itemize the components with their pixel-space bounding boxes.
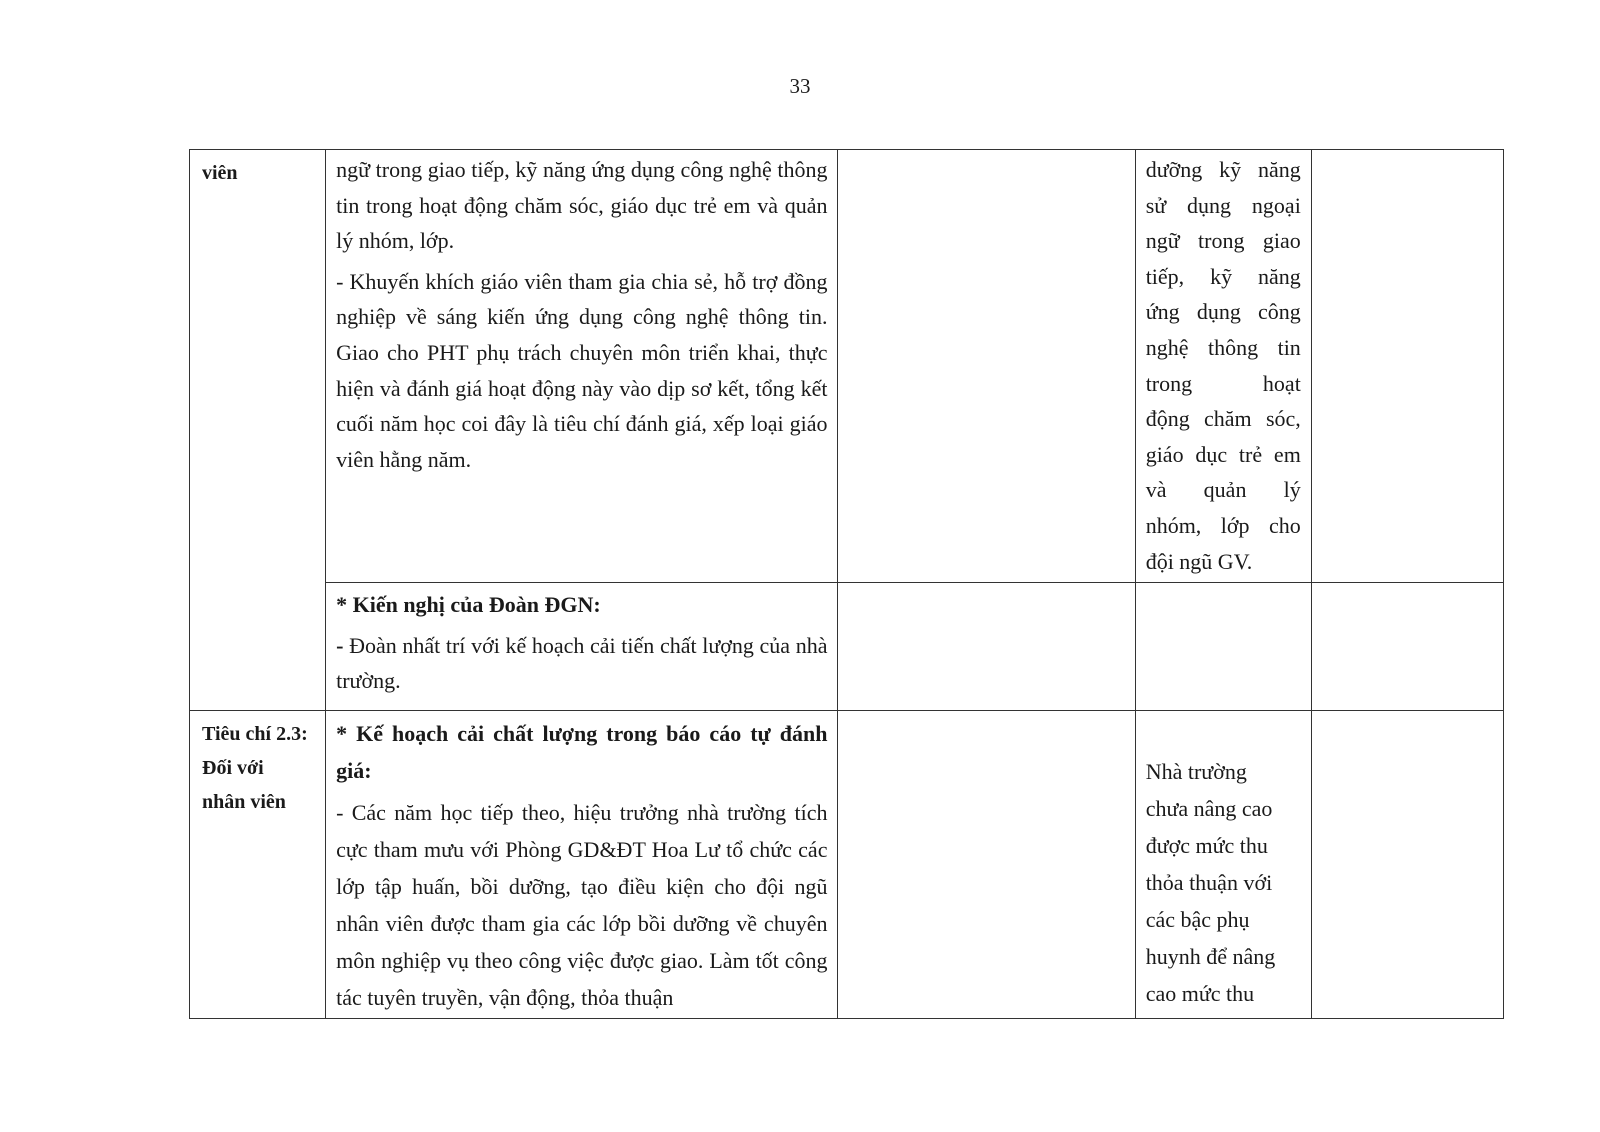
recommendation-dash: - — [336, 632, 344, 658]
remark-line: động chăm sóc, — [1145, 406, 1301, 432]
criterion-cell — [190, 150, 326, 711]
table-row — [190, 711, 1504, 1019]
recommendation-text: Đoàn nhất trí với kế hoạch cải tiến chất lượng của nhà trường. — [336, 632, 828, 694]
remark-line: ngữ trong giao — [1145, 228, 1301, 254]
remark-text — [1136, 150, 1311, 579]
plan-paragraph: - Khuyến khích giáo viên tham gia chia sẻ, hỗ trợ đồng nghiệp về sáng kiến ứng dụng công nghệ thông tin. Giao cho PHT phụ trách chuyên môn triển khai, thực hiện và đánh giá hoạt động này vào dịp sơ kết, tổng kết cuối năm học coi đây là tiêu chí đánh giá, xếp loại giáo viên hằng năm. — [336, 268, 828, 472]
table-row — [190, 150, 1504, 583]
plan-paragraph: ngữ trong giao tiếp, kỹ năng ứng dụng công nghệ thông tin trong hoạt động chăm sóc, giáo dục trẻ em và quản lý nhóm, lớp. — [336, 157, 828, 254]
recommendation-heading: * Kiến nghị của Đoàn ĐGN: — [336, 592, 601, 617]
plan-cell — [326, 711, 838, 1019]
remark-line: trong hoạt — [1145, 370, 1301, 396]
plan-heading: * Kế hoạch cải chất lượng trong báo cáo tự đánh giá: — [336, 721, 828, 783]
page-number: 33 — [789, 74, 811, 98]
remark-line: nhóm, lớp cho — [1145, 512, 1301, 538]
empty-cell — [838, 583, 1135, 711]
remark-line: nghệ thông tin — [1145, 334, 1301, 360]
table-row — [190, 583, 1504, 711]
empty-cell — [1311, 150, 1503, 583]
empty-cell — [1135, 583, 1311, 711]
remark-text — [1136, 711, 1311, 1012]
recommendation-cell — [326, 583, 838, 711]
remark-line: cao mức thu — [1145, 981, 1255, 1006]
remark-line: và quản lý — [1145, 477, 1301, 503]
empty-cell — [838, 711, 1135, 1019]
remark-line: các bậc phụ — [1145, 907, 1250, 932]
criterion-label: Tiêu chí 2.3: — [202, 723, 308, 745]
empty-cell — [1311, 583, 1503, 711]
remark-cell — [1135, 150, 1311, 583]
remark-line: dưỡng kỹ năng — [1145, 157, 1301, 182]
criterion-cell — [190, 711, 326, 1019]
criterion-label: Đối với — [202, 757, 264, 779]
evaluation-table — [189, 149, 1504, 1019]
plan-paragraph: - Các năm học tiếp theo, hiệu trưởng nhà trường tích cực tham mưu với Phòng GD&ĐT Hoa Lư tổ chức các lớp tập huấn, bồi dưỡng, tạo điều kiện cho đội ngũ nhân viên được tham gia các lớp bồi dưỡng về chuyên môn nghiệp vụ theo công việc được giao. Làm tốt công tác tuyên truyền, vận động, thỏa thuận — [336, 800, 828, 1010]
remark-line: được mức thu — [1145, 833, 1268, 858]
remark-line: đội ngũ GV. — [1145, 548, 1253, 574]
plan-cell — [326, 150, 838, 583]
criterion-label: viên — [202, 162, 238, 184]
remark-line: huynh để nâng — [1145, 944, 1276, 969]
remark-cell — [1135, 711, 1311, 1019]
empty-cell — [838, 150, 1135, 583]
criterion-label: nhân viên — [202, 791, 286, 813]
remark-line: tiếp, kỹ năng — [1145, 263, 1301, 289]
remark-line: Nhà trường — [1145, 759, 1247, 784]
remark-line: giáo dục trẻ em — [1145, 441, 1301, 467]
remark-line: thỏa thuận với — [1145, 870, 1273, 895]
remark-line: sử dụng ngoại — [1145, 192, 1301, 218]
remark-line: chưa nâng cao — [1145, 796, 1273, 821]
empty-cell — [1311, 711, 1503, 1019]
remark-line: ứng dụng công — [1145, 299, 1301, 325]
